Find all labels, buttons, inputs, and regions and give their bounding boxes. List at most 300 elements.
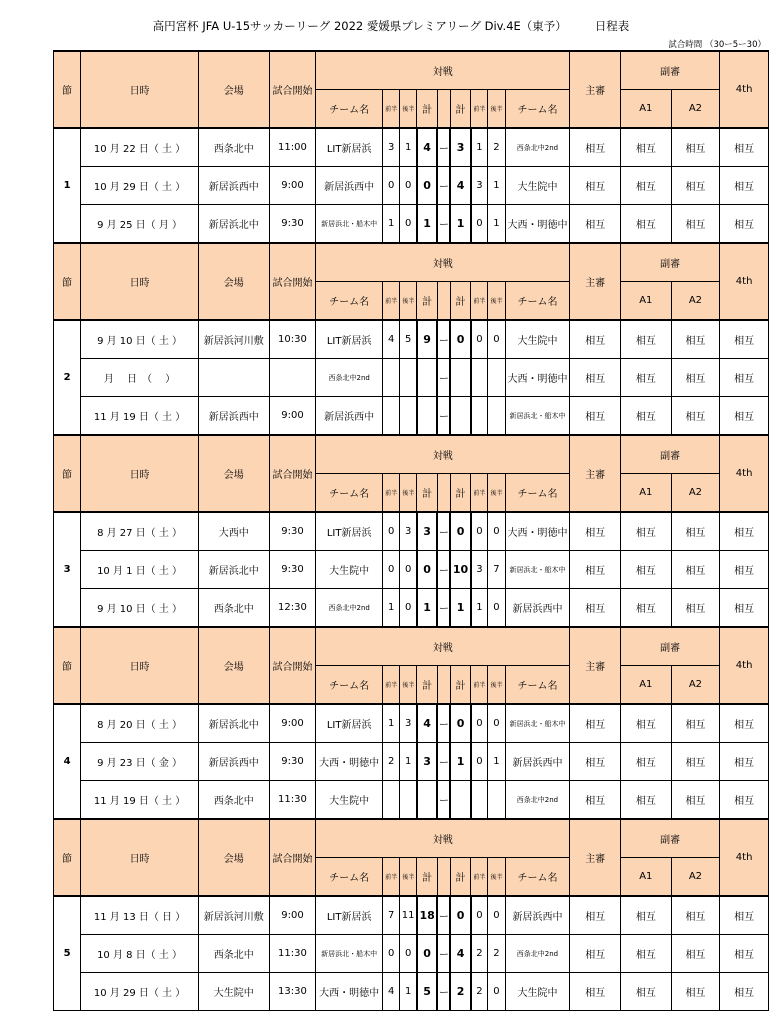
away-second-half: 0 [488, 973, 505, 1011]
table-row [54, 935, 769, 973]
header-row-top [54, 51, 769, 90]
header-home-total: 計 [417, 858, 437, 897]
home-total: 3 [417, 743, 437, 781]
match-venue: 新居浜西中 [198, 743, 269, 781]
home-team: 新居浜西中 [316, 167, 383, 205]
table-row [54, 973, 769, 1011]
header-section: 節 [54, 435, 81, 512]
home-first-half: 3 [383, 128, 400, 167]
away-first-half: 0 [471, 512, 488, 551]
home-team: LIT新居浜 [316, 320, 383, 359]
home-second-half: 3 [400, 704, 417, 743]
home-first-half: 0 [383, 167, 400, 205]
header-home-second-half: 後半 [400, 858, 417, 897]
header-fourth: 4th [720, 51, 769, 128]
home-total: 4 [417, 704, 437, 743]
away-total: 0 [450, 320, 470, 359]
header-venue: 会場 [198, 819, 269, 896]
away-team: 大生院中 [505, 167, 570, 205]
header-a2: A2 [671, 858, 720, 897]
away-second-half [488, 359, 505, 397]
fourth-official: 相互 [720, 397, 769, 436]
away-first-half: 2 [471, 935, 488, 973]
referee: 相互 [570, 205, 621, 244]
assistant-a2: 相互 [671, 973, 720, 1011]
match-venue: 新居浜河川敷 [198, 896, 269, 935]
header-home-first-half: 前半 [383, 858, 400, 897]
match-date: 11 月 19 日（ 土 ） [81, 397, 198, 436]
match-venue: 西条北中 [198, 781, 269, 820]
header-section: 節 [54, 627, 81, 704]
home-second-half: 3 [400, 512, 417, 551]
home-second-half: 5 [400, 320, 417, 359]
home-team: LIT新居浜 [316, 128, 383, 167]
home-team: 大生院中 [316, 781, 383, 820]
kickoff-time: 13:30 [269, 973, 316, 1011]
home-first-half [383, 397, 400, 436]
header-home-first-half: 前半 [383, 666, 400, 705]
referee: 相互 [570, 896, 621, 935]
match-date: 10 月 1 日（ 土 ） [81, 551, 198, 589]
away-total: 1 [450, 205, 470, 244]
header-home-total: 計 [417, 474, 437, 513]
header-away-second-half: 後半 [488, 666, 505, 705]
away-total: 0 [450, 704, 470, 743]
away-total: 10 [450, 551, 470, 589]
header-venue: 会場 [198, 435, 269, 512]
header-away-first-half: 前半 [471, 858, 488, 897]
header-home-second-half: 後半 [400, 90, 417, 129]
table-row [54, 128, 769, 167]
header-fourth: 4th [720, 627, 769, 704]
score-separator: ー [437, 512, 450, 551]
home-second-half [400, 397, 417, 436]
home-team: 西条北中2nd [316, 589, 383, 628]
away-first-half: 3 [471, 167, 488, 205]
away-first-half: 0 [471, 896, 488, 935]
header-home-total: 計 [417, 90, 437, 129]
header-section: 節 [54, 51, 81, 128]
assistant-a2: 相互 [671, 512, 720, 551]
assistant-a2: 相互 [671, 896, 720, 935]
header-away-total: 計 [450, 90, 470, 129]
section-number: 1 [54, 128, 81, 243]
header-home-second-half: 後半 [400, 666, 417, 705]
header-a2: A2 [671, 90, 720, 129]
away-first-half [471, 397, 488, 436]
header-a1: A1 [621, 474, 672, 513]
home-team: 大西・明徳中 [316, 743, 383, 781]
match-time-note: 試合時間 （30ー5ー30） [668, 40, 766, 50]
header-away-team: チーム名 [505, 282, 570, 321]
away-team: 新居浜西中 [505, 743, 570, 781]
assistant-a1: 相互 [621, 359, 672, 397]
assistant-a1: 相互 [621, 589, 672, 628]
header-separator [437, 858, 450, 897]
header-away-team: チーム名 [505, 666, 570, 705]
assistant-a1: 相互 [621, 128, 672, 167]
away-second-half: 2 [488, 935, 505, 973]
score-separator: ー [437, 743, 450, 781]
header-match: 対戦 [316, 819, 570, 858]
away-total [450, 359, 470, 397]
home-team: 西条北中2nd [316, 359, 383, 397]
fourth-official: 相互 [720, 551, 769, 589]
header-away-second-half: 後半 [488, 474, 505, 513]
header-match: 対戦 [316, 435, 570, 474]
table-row [54, 896, 769, 935]
header-separator [437, 474, 450, 513]
score-separator: ー [437, 205, 450, 244]
away-first-half: 0 [471, 205, 488, 244]
home-second-half: 11 [400, 896, 417, 935]
away-total: 4 [450, 167, 470, 205]
score-separator: ー [437, 896, 450, 935]
match-venue [198, 359, 269, 397]
match-date: 9 月 23 日（ 金 ） [81, 743, 198, 781]
title-main: 高円宮杯 JFA U-15サッカーリーグ 2022 愛媛県プレミアリーグ Div.4E（東予） [152, 19, 567, 33]
kickoff-time: 11:30 [269, 781, 316, 820]
match-date: 9 月 10 日（ 土 ） [81, 320, 198, 359]
match-date: 月 日 （ ） [81, 359, 198, 397]
header-away-team: チーム名 [505, 474, 570, 513]
match-date: 10 月 29 日（ 土 ） [81, 167, 198, 205]
away-second-half: 0 [488, 320, 505, 359]
assistant-a2: 相互 [671, 167, 720, 205]
assistant-a1: 相互 [621, 205, 672, 244]
match-venue: 新居浜河川敷 [198, 320, 269, 359]
match-venue: 西条北中 [198, 589, 269, 628]
header-home-total: 計 [417, 282, 437, 321]
away-team: 新居浜西中 [505, 589, 570, 628]
home-second-half [400, 781, 417, 820]
fourth-official: 相互 [720, 359, 769, 397]
home-team: LIT新居浜 [316, 512, 383, 551]
away-team: 新居浜西中 [505, 896, 570, 935]
match-venue: 大生院中 [198, 973, 269, 1011]
table-row [54, 512, 769, 551]
assistant-a1: 相互 [621, 781, 672, 820]
referee: 相互 [570, 397, 621, 436]
header-kickoff: 試合開始 [269, 51, 316, 128]
away-total [450, 397, 470, 436]
header-a2: A2 [671, 474, 720, 513]
away-total [450, 781, 470, 820]
assistant-a1: 相互 [621, 743, 672, 781]
header-kickoff: 試合開始 [269, 243, 316, 320]
fourth-official: 相互 [720, 128, 769, 167]
home-total: 3 [417, 512, 437, 551]
away-team: 西条北中2nd [505, 781, 570, 820]
table-row [54, 320, 769, 359]
home-team: 大西・明徳中 [316, 973, 383, 1011]
header-fourth: 4th [720, 435, 769, 512]
header-away-team: チーム名 [505, 858, 570, 897]
header-home-team: チーム名 [316, 90, 383, 129]
fourth-official: 相互 [720, 973, 769, 1011]
header-away-second-half: 後半 [488, 282, 505, 321]
away-team: 新居浜北・船木中 [505, 551, 570, 589]
referee: 相互 [570, 589, 621, 628]
page-title [0, 18, 782, 36]
assistant-a1: 相互 [621, 973, 672, 1011]
header-a1: A1 [621, 666, 672, 705]
header-referee: 主審 [570, 435, 621, 512]
away-second-half [488, 781, 505, 820]
kickoff-time: 9:30 [269, 743, 316, 781]
home-first-half [383, 781, 400, 820]
assistant-a1: 相互 [621, 167, 672, 205]
table-row [54, 397, 769, 436]
table-row [54, 589, 769, 628]
away-total: 0 [450, 512, 470, 551]
match-venue: 西条北中 [198, 128, 269, 167]
header-away-first-half: 前半 [471, 282, 488, 321]
away-first-half: 0 [471, 320, 488, 359]
kickoff-time: 12:30 [269, 589, 316, 628]
kickoff-time: 9:00 [269, 397, 316, 436]
header-referee: 主審 [570, 243, 621, 320]
header-match: 対戦 [316, 243, 570, 282]
away-total: 2 [450, 973, 470, 1011]
header-row-top [54, 819, 769, 858]
away-first-half [471, 781, 488, 820]
header-section: 節 [54, 819, 81, 896]
score-separator: ー [437, 973, 450, 1011]
away-first-half: 1 [471, 128, 488, 167]
header-datetime: 日時 [81, 435, 198, 512]
header-home-second-half: 後半 [400, 474, 417, 513]
fourth-official: 相互 [720, 704, 769, 743]
referee: 相互 [570, 781, 621, 820]
score-separator: ー [437, 359, 450, 397]
assistant-a2: 相互 [671, 359, 720, 397]
header-kickoff: 試合開始 [269, 435, 316, 512]
match-date: 11 月 19 日（ 土 ） [81, 781, 198, 820]
match-date: 9 月 25 日（ 月 ） [81, 205, 198, 244]
header-row-top [54, 627, 769, 666]
header-datetime: 日時 [81, 819, 198, 896]
header-datetime: 日時 [81, 627, 198, 704]
home-total: 4 [417, 128, 437, 167]
header-match: 対戦 [316, 627, 570, 666]
referee: 相互 [570, 551, 621, 589]
assistant-a1: 相互 [621, 935, 672, 973]
section-number: 5 [54, 896, 81, 1011]
home-second-half: 1 [400, 128, 417, 167]
away-team: 西条北中2nd [505, 128, 570, 167]
home-second-half: 1 [400, 973, 417, 1011]
home-first-half: 1 [383, 704, 400, 743]
header-a2: A2 [671, 666, 720, 705]
away-second-half: 0 [488, 512, 505, 551]
away-second-half: 0 [488, 589, 505, 628]
kickoff-time: 11:30 [269, 935, 316, 973]
home-first-half: 4 [383, 320, 400, 359]
referee: 相互 [570, 704, 621, 743]
away-second-half: 1 [488, 205, 505, 244]
home-total [417, 781, 437, 820]
assistant-a2: 相互 [671, 589, 720, 628]
home-total: 0 [417, 935, 437, 973]
section-number: 4 [54, 704, 81, 819]
home-second-half: 0 [400, 589, 417, 628]
assistant-a2: 相互 [671, 128, 720, 167]
header-home-second-half: 後半 [400, 282, 417, 321]
referee: 相互 [570, 973, 621, 1011]
away-second-half: 2 [488, 128, 505, 167]
assistant-a2: 相互 [671, 935, 720, 973]
fourth-official: 相互 [720, 167, 769, 205]
header-referee: 主審 [570, 819, 621, 896]
table-row [54, 743, 769, 781]
assistant-a2: 相互 [671, 551, 720, 589]
home-total: 1 [417, 589, 437, 628]
assistant-a2: 相互 [671, 320, 720, 359]
header-venue: 会場 [198, 243, 269, 320]
header-away-second-half: 後半 [488, 90, 505, 129]
header-match: 対戦 [316, 51, 570, 90]
referee: 相互 [570, 128, 621, 167]
kickoff-time: 9:30 [269, 551, 316, 589]
score-separator: ー [437, 781, 450, 820]
header-kickoff: 試合開始 [269, 819, 316, 896]
header-separator [437, 282, 450, 321]
home-second-half: 0 [400, 167, 417, 205]
home-team: LIT新居浜 [316, 704, 383, 743]
away-team: 新居浜北・船木中 [505, 704, 570, 743]
header-assistant: 副審 [621, 819, 720, 858]
match-date: 11 月 13 日（ 日 ） [81, 896, 198, 935]
header-fourth: 4th [720, 243, 769, 320]
header-a2: A2 [671, 282, 720, 321]
header-home-total: 計 [417, 666, 437, 705]
home-first-half: 4 [383, 973, 400, 1011]
fourth-official: 相互 [720, 896, 769, 935]
assistant-a1: 相互 [621, 320, 672, 359]
table-row [54, 205, 769, 244]
home-team: 新居浜北・船木中 [316, 935, 383, 973]
header-row-top [54, 435, 769, 474]
home-team: 大生院中 [316, 551, 383, 589]
table-row [54, 359, 769, 397]
kickoff-time: 9:30 [269, 205, 316, 244]
header-assistant: 副審 [621, 51, 720, 90]
match-venue: 新居浜北中 [198, 551, 269, 589]
header-home-team: チーム名 [316, 282, 383, 321]
home-team: 新居浜西中 [316, 397, 383, 436]
home-first-half: 1 [383, 589, 400, 628]
away-second-half: 7 [488, 551, 505, 589]
away-total: 0 [450, 896, 470, 935]
home-total: 1 [417, 205, 437, 244]
away-second-half [488, 397, 505, 436]
header-assistant: 副審 [621, 243, 720, 282]
schedule-table [53, 50, 769, 1011]
away-team: 大西・明徳中 [505, 205, 570, 244]
home-second-half: 0 [400, 935, 417, 973]
title-suffix: 日程表 [594, 19, 630, 33]
home-total [417, 359, 437, 397]
match-date: 8 月 20 日（ 土 ） [81, 704, 198, 743]
away-second-half: 0 [488, 704, 505, 743]
fourth-official: 相互 [720, 935, 769, 973]
table-row [54, 551, 769, 589]
home-first-half: 0 [383, 935, 400, 973]
home-team: 新居浜北・船木中 [316, 205, 383, 244]
assistant-a2: 相互 [671, 205, 720, 244]
match-venue: 新居浜西中 [198, 167, 269, 205]
kickoff-time: 9:00 [269, 167, 316, 205]
header-away-total: 計 [450, 858, 470, 897]
away-second-half: 0 [488, 896, 505, 935]
away-first-half: 1 [471, 589, 488, 628]
kickoff-time: 9:00 [269, 704, 316, 743]
referee: 相互 [570, 743, 621, 781]
header-away-total: 計 [450, 474, 470, 513]
home-second-half: 0 [400, 205, 417, 244]
header-fourth: 4th [720, 819, 769, 896]
home-total: 5 [417, 973, 437, 1011]
header-referee: 主審 [570, 627, 621, 704]
away-first-half: 0 [471, 743, 488, 781]
assistant-a2: 相互 [671, 704, 720, 743]
header-away-second-half: 後半 [488, 858, 505, 897]
away-first-half: 3 [471, 551, 488, 589]
score-separator: ー [437, 551, 450, 589]
score-separator: ー [437, 935, 450, 973]
score-separator: ー [437, 320, 450, 359]
match-date: 9 月 10 日（ 土 ） [81, 589, 198, 628]
header-away-total: 計 [450, 666, 470, 705]
header-datetime: 日時 [81, 243, 198, 320]
match-venue: 新居浜西中 [198, 397, 269, 436]
header-home-team: チーム名 [316, 858, 383, 897]
header-away-first-half: 前半 [471, 474, 488, 513]
fourth-official: 相互 [720, 512, 769, 551]
fourth-official: 相互 [720, 781, 769, 820]
header-away-team: チーム名 [505, 90, 570, 129]
home-total [417, 397, 437, 436]
fourth-official: 相互 [720, 743, 769, 781]
section-number: 3 [54, 512, 81, 627]
table-row [54, 167, 769, 205]
away-total: 4 [450, 935, 470, 973]
header-section: 節 [54, 243, 81, 320]
assistant-a2: 相互 [671, 781, 720, 820]
away-team: 大生院中 [505, 320, 570, 359]
header-home-first-half: 前半 [383, 90, 400, 129]
away-total: 3 [450, 128, 470, 167]
referee: 相互 [570, 320, 621, 359]
home-first-half: 1 [383, 205, 400, 244]
assistant-a2: 相互 [671, 397, 720, 436]
header-assistant: 副審 [621, 435, 720, 474]
match-date: 10 月 8 日（ 土 ） [81, 935, 198, 973]
away-team: 大西・明徳中 [505, 359, 570, 397]
home-total: 9 [417, 320, 437, 359]
match-venue: 新居浜北中 [198, 205, 269, 244]
away-first-half: 0 [471, 704, 488, 743]
home-total: 0 [417, 167, 437, 205]
away-second-half: 1 [488, 743, 505, 781]
section-number: 2 [54, 320, 81, 435]
header-assistant: 副審 [621, 627, 720, 666]
kickoff-time: 9:00 [269, 896, 316, 935]
header-a1: A1 [621, 90, 672, 129]
match-venue: 新居浜北中 [198, 704, 269, 743]
assistant-a1: 相互 [621, 512, 672, 551]
